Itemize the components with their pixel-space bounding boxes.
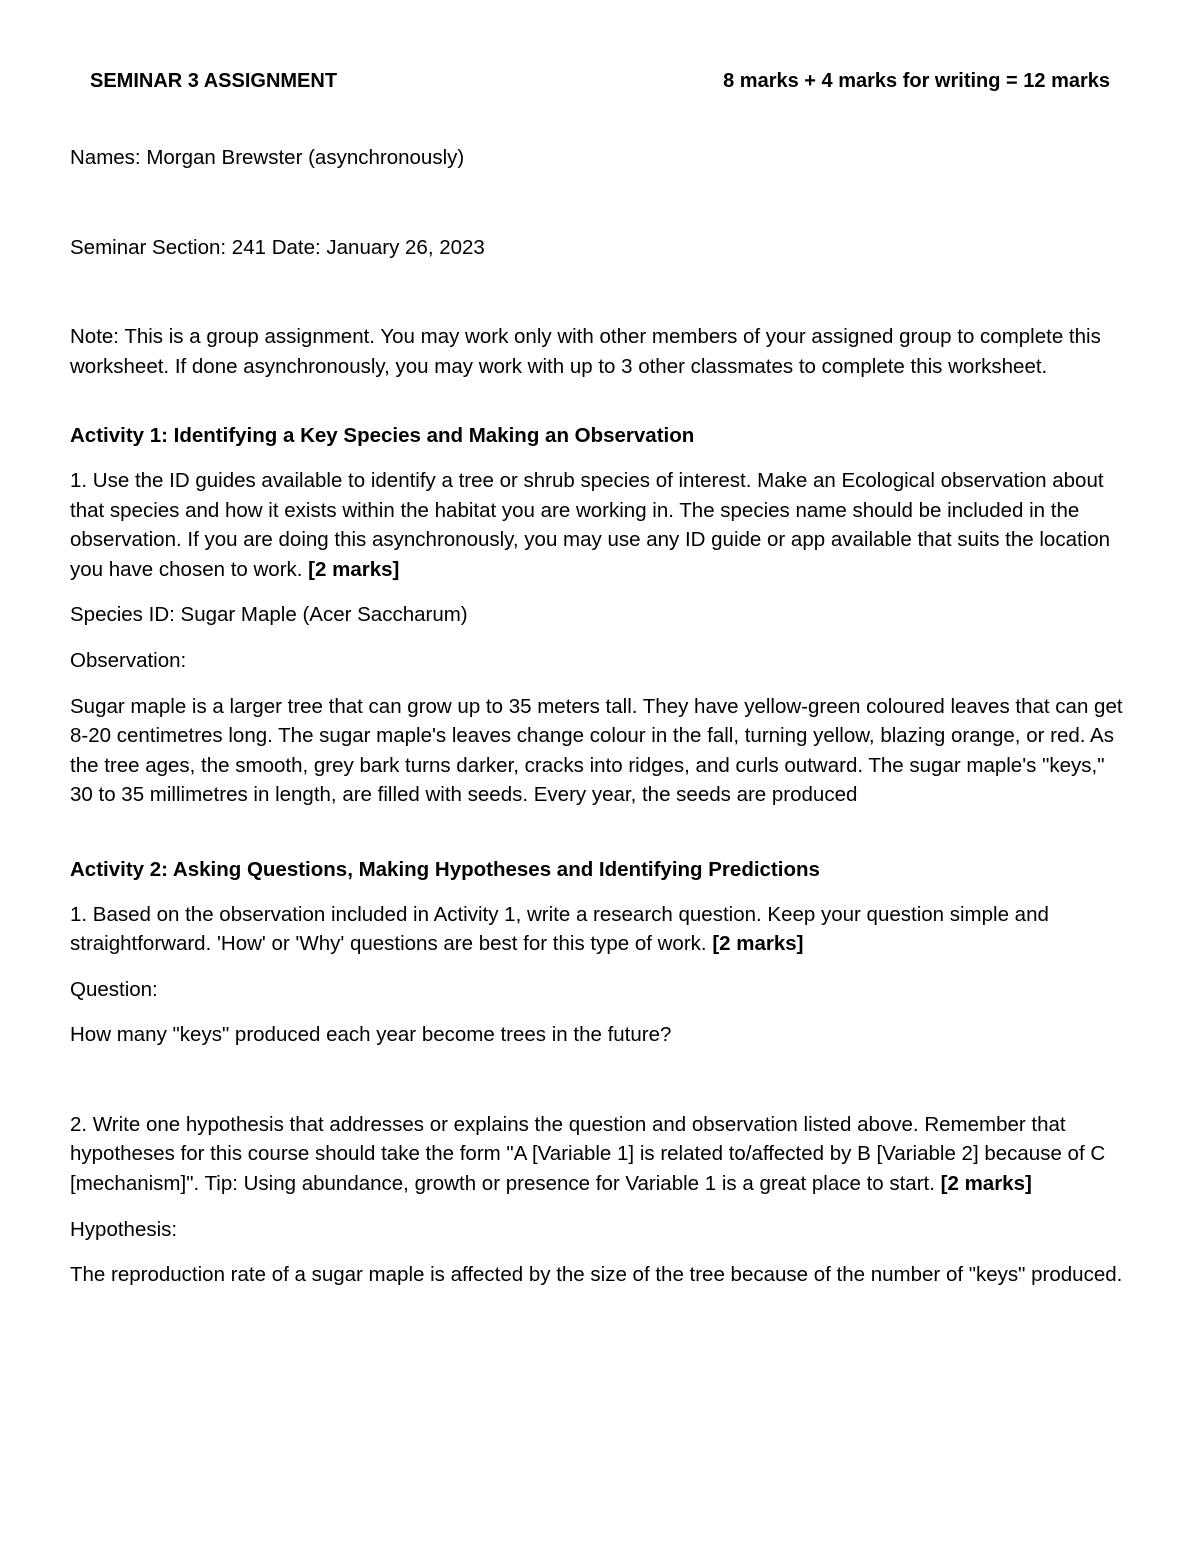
activity1-question: [70, 466, 1125, 584]
activity2-question2: [70, 1110, 1125, 1199]
species-id: Species ID: Sugar Maple (Acer Saccharum): [70, 603, 468, 627]
activity1-question-marks: [2 marks]: [308, 557, 400, 581]
activity2-question1-marks: [2 marks]: [712, 932, 804, 956]
marks-total: 8 marks + 4 marks for writing = 12 marks: [723, 70, 1110, 92]
activity1-question-text: 1. Use the ID guides available to identify a tree or shrub species of interest. Make an Ecological observation about that species and how it exists within the habitat you are working in. The species name should be included in the observation. If you are doing this asynchronously, you may use any ID guide or app available that suits the location you have chosen to work.: [70, 468, 1111, 581]
hypothesis-answer: The reproduction rate of a sugar maple is affected by the size of the tree because of the number of "keys" produced.: [70, 1263, 1123, 1287]
page-header: [90, 70, 1110, 100]
activity2-question1-text: 1. Based on the observation included in Activity 1, write a research question. Keep your question simple and straightforward. 'How' or 'Why' questions are best for this type of work.: [70, 902, 1049, 956]
activity2-question2-marks: [2 marks]: [940, 1172, 1032, 1196]
activity2-question2-text: 2. Write one hypothesis that addresses or explains the question and observation listed above. Remember that hypotheses for this course should take the form "A [Variable 1] is related to/affected by B [Variable 2] because of C [mechanism]". Tip: Using abundance, growth or presence for Variable 1 is a great place to start.: [70, 1112, 1106, 1196]
question-label: Question:: [70, 977, 158, 1001]
assignment-title: SEMINAR 3 ASSIGNMENT: [90, 70, 338, 92]
activity2-question1: [70, 900, 1125, 959]
names-line: Names: Morgan Brewster (asynchronously): [70, 146, 465, 169]
section-date-line: Seminar Section: 241 Date: January 26, 2023: [70, 235, 485, 259]
activity2-heading: Activity 2: Asking Questions, Making Hypotheses and Identifying Predictions: [70, 857, 820, 881]
document-body: [70, 143, 1125, 1290]
observation-text: Sugar maple is a larger tree that can grow up to 35 meters tall. They have yellow-green coloured leaves that can get 8-20 centimetres long. The sugar maple's leaves change colour in the fall, turning yellow, blazing orange, or red. As the tree ages, the smooth, grey bark turns darker, cracks into ridges, and curls outward. The sugar maple's "keys," 30 to 35 millimetres in length, are filled with seeds. Every year, the seeds are produced: [70, 694, 1123, 807]
group-note: Note: This is a group assignment. You may work only with other members of your assigned group to complete this worksheet. If done asynchronously, you may work with up to 3 other classmates to complete this worksheet.: [70, 325, 1101, 378]
observation-label: Observation:: [70, 648, 187, 672]
hypothesis-label: Hypothesis:: [70, 1217, 178, 1241]
activity1-heading: Activity 1: Identifying a Key Species and Making an Observation: [70, 424, 695, 448]
question-answer: How many "keys" produced each year become trees in the future?: [70, 1023, 672, 1047]
